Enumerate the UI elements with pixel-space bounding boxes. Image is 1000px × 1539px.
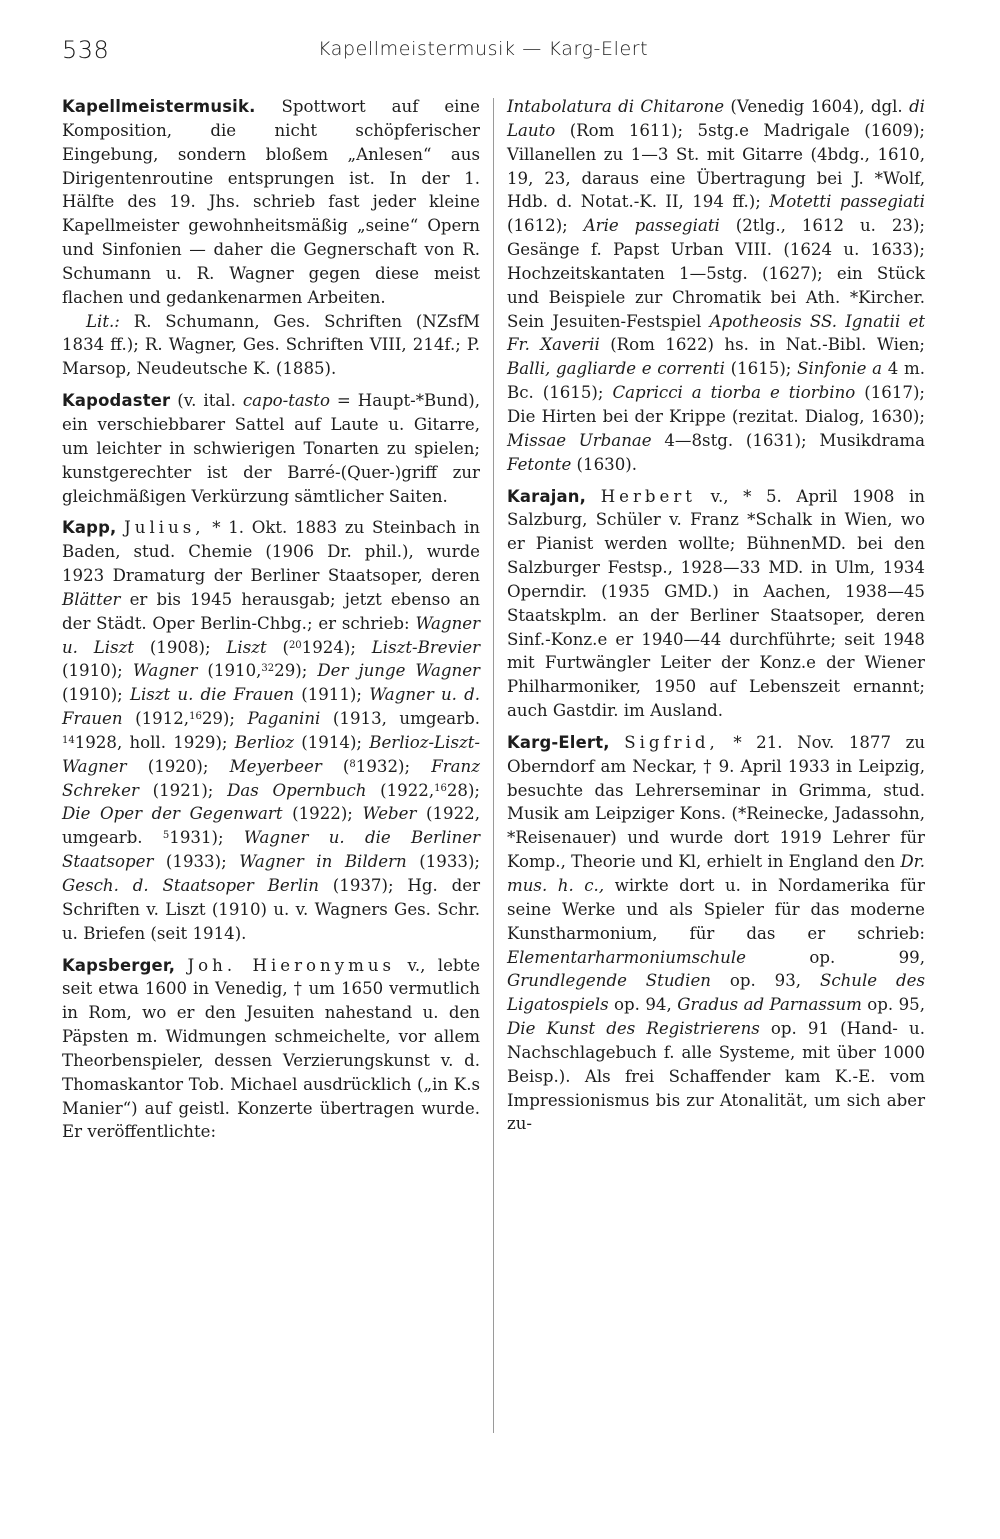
work-title: Missae Urbanae <box>507 430 652 450</box>
work-title: Wagner u. Liszt <box>62 613 481 657</box>
entry-text: (1617); Die Hirten bei der Krippe (rezitat. Dialog, 1630); <box>507 383 926 426</box>
entry-text: (1910); <box>62 661 123 681</box>
work-title: Liszt <box>226 637 267 657</box>
entry-text: (1914); <box>301 732 363 752</box>
person-name: Herbert <box>600 486 696 506</box>
entry-text: (1933); <box>165 852 227 872</box>
work-title: Capricci a tiorba e tiorbino <box>612 383 856 403</box>
work-title: di Lauto <box>507 97 925 140</box>
work-title: Der junge Wagner <box>317 661 480 681</box>
work-title: Die Oper der Gegenwart <box>62 804 283 824</box>
work-title: Apotheosis SS. Ignatii et Fr. Xaverii <box>507 311 925 355</box>
entry-text: (1937); Hg. der Schriften v. Liszt (1910) u. v. Wagners Ges. Schr. u. Briefen (seit 1914). <box>62 876 480 943</box>
entry-italic: capo-tasto <box>242 391 330 411</box>
work-title: Wagner u. die Berliner Staatsoper <box>62 828 480 872</box>
work-title: Wagner u. d. Frauen <box>62 685 480 729</box>
work-title: Franz Schreker <box>62 756 480 800</box>
running-head: Kapellmeistermusik — Karg-Elert <box>318 38 649 60</box>
work-title: Grundlegende Studien <box>507 971 711 991</box>
entry-kapsberger-continued <box>507 95 925 477</box>
literature-text: R. Schumann, Ges. Schriften (NZsfM 1834 ff.); R. Wagner, Ges. Schriften VIII, 214f.; P. Marsop, Neudeutsche K. (1885). <box>62 311 480 379</box>
entry-text: 4—8stg. (1631); Musikdrama <box>664 430 925 450</box>
entry-text: * 1. Okt. 1883 zu Steinbach in Baden, stud. Chemie (1906 Dr. phil.), wurde 1923 Dramaturg der Berliner Staatsoper, deren <box>62 518 480 586</box>
work-title: Gesch. d. Staatsoper Berlin <box>62 876 319 895</box>
column-divider <box>493 98 494 1433</box>
entry-text: 28); <box>446 780 481 800</box>
work-title: Balli, gagliarde e correnti <box>507 359 725 379</box>
work-title: Elementarharmoniumschule <box>507 947 746 967</box>
work-title: Wagner in Bildern <box>239 852 407 872</box>
entry-text: (Venedig 1604), dgl. <box>730 97 903 116</box>
entry-text: wirkte dort u. in Nordamerika für seine Werke und als Spieler für das moderne Kunstharmonium, für das er schrieb: <box>507 876 925 943</box>
entry-text: op. 99, <box>809 947 925 967</box>
entry-text: er bis 1945 herausgab; jetzt ebenso an der Städt. Oper Berlin-Chbg.; er schrieb: <box>62 589 480 633</box>
entry-text: (Rom 1622) hs. in Nat.-Bibl. Wien; <box>610 335 925 355</box>
entry-text: (1920); <box>147 756 209 776</box>
entry-text: op. 95, <box>867 995 926 1015</box>
work-title: Fetonte <box>507 454 572 474</box>
entry-text: 29); <box>201 709 235 729</box>
edition-number: 8 <box>349 758 356 770</box>
headword: Kapodaster <box>62 391 171 411</box>
entry-text: (1612); <box>507 216 568 236</box>
entry-text: * 21. Nov. 1877 zu Oberndorf am Neckar, † 9. April 1933 in Leipzig, besuchte das Lehrerseminar in Grimma, stud. Musik am Leipziger Kons. (*Reinecke, Jadassohn, *Reisenauer) und wurde dort 1919 Lehrer für Komp., Theorie und Kl, erhielt in England den <box>507 732 926 872</box>
work-title: Weber <box>362 804 417 824</box>
entry-text: (1630). <box>576 454 637 474</box>
edition-number: 20 <box>288 639 302 651</box>
entry-kapodaster <box>62 389 480 508</box>
entry-kapellmeistermusik <box>62 95 480 381</box>
work-title: Liszt u. die Frauen <box>129 685 295 705</box>
entry-text: v., lebte seit etwa 1600 in Venedig, † um 1650 vermutlich in Rom, wo er den Jesuiten nahestand u. den Päpsten m. Widmungen schmeichelte, vor allem Theorbenspieler, dessen Verzierungskunst v. d. Thomaskantor Tob. Michael ausdrücklich („in K.s Manier“) auf geistl. Konzerte übertragen wurde. Er veröffentlichte: <box>62 955 481 1142</box>
work-title: Sinfonie a <box>797 359 883 379</box>
headword: Karg-Elert, <box>507 732 610 752</box>
entry-text: (1922, <box>380 780 435 800</box>
edition-number: 14 <box>62 734 75 746</box>
headword: Karajan, <box>507 486 587 506</box>
entry-text: (1922); <box>292 804 353 824</box>
entry-text: 29); <box>274 661 308 681</box>
work-title: Meyerbeer <box>229 756 322 776</box>
work-title: Wagner <box>132 661 198 681</box>
page-header <box>62 36 938 70</box>
entry-karajan <box>507 485 925 723</box>
entry-text: 1931); <box>169 828 224 848</box>
work-title: Blätter <box>62 589 121 609</box>
entry-text: 1924); <box>301 637 356 657</box>
entry-kapsberger-start <box>62 954 480 1145</box>
entry-text: (1615); <box>730 359 792 379</box>
left-column <box>62 95 480 1152</box>
entry-text: (1910); <box>62 685 123 705</box>
lit-label: Lit.: <box>86 311 120 331</box>
entry-text: (1912, <box>135 709 190 729</box>
edition-number: 5 <box>162 830 170 842</box>
right-column <box>507 95 925 1144</box>
entry-kapp <box>62 516 480 945</box>
entry-text: (Rom 1611); 5stg.e Madrigale (1609); Villanellen zu 1—3 St. mit Gitarre (4bdg., 1610, 19, 23, daraus eine Übertragung bei J. *Wolf, Hdb. d. Notat.-K. II, 194 ff.); <box>507 120 926 212</box>
headword: Kapp, <box>62 518 117 538</box>
entry-text: (2tlg., 1612 u. 23); Gesänge f. Papst Urban VIII. (1624 u. 1633); Hochzeitskantaten 1—5stg. (1627); ein Stück und Beispiele zur Chromatik bei Ath. *Kircher. Sein Jesuiten-Festspiel <box>507 216 926 331</box>
headword: Kapsberger, <box>62 955 176 975</box>
entry-text: op. 94, <box>614 995 672 1015</box>
entry-text: (1908); <box>149 637 211 657</box>
edition-number: 32 <box>261 663 275 675</box>
edition-number: 16 <box>434 782 447 794</box>
work-title: Das Opernbuch <box>227 780 367 800</box>
work-title: Gradus ad Parnassum <box>677 995 862 1015</box>
work-title: Liszt-Brevier <box>371 637 481 657</box>
work-title: Intabolatura di Chitarone <box>507 97 725 116</box>
person-name: Joh. Hieronymus <box>187 955 396 975</box>
entry-text: 1932); <box>355 756 411 776</box>
entry-text: ( <box>342 756 350 776</box>
work-title: Berlioz-Liszt-Wagner <box>62 732 481 776</box>
work-title: Paganini <box>247 709 321 729</box>
edition-number: 16 <box>189 711 202 723</box>
entry-text: (1921); <box>152 780 214 800</box>
entry-text: op. 93, <box>729 971 802 991</box>
entry-text: v., * 5. April 1908 in Salzburg, Schüler v. Franz *Schalk in Wien, wo er Pianist werden wollte; BühnenMD. bei den Salzburger Festsp., 1928—33 MD. in Ulm, 1934 Operndir. (1935 GMD.) in Aachen, 1938—45 Staatskplm. an der Berliner Staatsoper, deren Sinf.-Konz.e er 1940—44 durchführte; seit 1948 mit Furtwängler Leiter der Konz.e der Wiener Philharmoniker, 1950 auf Lebenszeit ernannt; auch Gastdir. im Ausland. <box>507 486 925 721</box>
entry-text: ( <box>282 637 289 657</box>
entry-text: = Haupt-*Bund), ein verschiebbarer Sattel auf Laute u. Gitarre, um leichter in schwierigen Tonarten zu spielen; kunstgerechter ist der Barré-(Quer-)griff zur gleichmäßigen Verkürzung sämtlicher Saiten. <box>62 391 480 506</box>
degree-title: Dr. mus. h. c., <box>507 852 926 895</box>
entry-text: Spottwort auf eine Komposition, die nicht schöpferischer Eingebung, sondern bloßem „Anlesen“ aus Dirigentenroutine entsprungen ist. In der 1. Hälfte des 19. Jhs. schrieb fast jeder kleine Kapellmeister gewohnheitsmäßig „seine“ Opern und Sinfonien — daher die Gegnerschaft von R. Schumann u. R. Wagner gegen diese meist flachen und gedankenarmen Arbeiten. <box>62 97 480 307</box>
page-number: 538 <box>62 36 110 64</box>
literature-block <box>62 310 480 382</box>
entry-text: (1933); <box>419 852 481 872</box>
work-title: Die Kunst des Registrierens <box>507 1019 760 1039</box>
entry-karg-elert <box>507 731 925 1136</box>
entry-text: (v. ital. <box>177 391 236 411</box>
entry-text: (1913, umgearb. <box>332 709 481 729</box>
entry-text: (1911); <box>301 685 362 705</box>
headword: Kapellmeistermusik. <box>62 97 256 116</box>
entry-text: 1928, holl. 1929); <box>74 732 228 752</box>
work-title: Schule des Ligatospiels <box>507 971 925 1015</box>
work-title: Motetti passegiati <box>769 192 925 212</box>
work-title: Berlioz <box>234 732 295 752</box>
person-name: Sigfrid, <box>624 732 719 752</box>
entry-text: 4 m. Bc. (1615); <box>507 359 926 403</box>
entry-text: op. 91 (Hand- u. Nachschlagebuch f. alle Systeme, mit über 1000 Beisp.). Als frei Schaffender kam K.-E. vom Impressionismus bis zur Atonalität, um sich aber zu- <box>507 1019 926 1134</box>
entry-text: (1910, <box>207 661 262 681</box>
entry-text: (1922, umgearb. <box>62 804 480 848</box>
work-title: Arie passegiati <box>583 216 720 236</box>
person-name: Julius, <box>124 518 205 538</box>
